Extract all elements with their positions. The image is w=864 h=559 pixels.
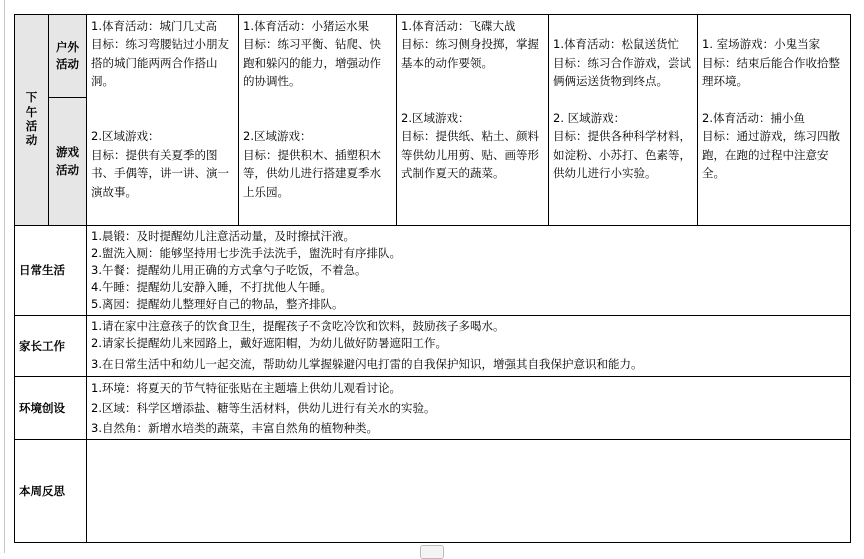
game-activity-label <box>49 98 87 226</box>
daily-life-label-text: 日常生活 <box>19 263 65 278</box>
environment-item: 3.自然角：新增水培类的蔬菜，丰富自然角的植物种类。 <box>91 421 378 435</box>
parent-work-label <box>15 316 87 377</box>
environment-content <box>87 377 851 440</box>
parent-work-item: 3.在日常生活中和幼儿一起交流，帮助幼儿掌握躲避闪电打雷的自我保护知识，增强其自我保护意识和能力。 <box>91 357 643 371</box>
afternoon-activity-label <box>15 15 49 226</box>
daily-life-item: 5.离园：提醒幼儿整理好自己的物品，整齐排队。 <box>91 297 344 311</box>
page-margin-line <box>4 0 5 553</box>
environment-item: 1.环境：将夏天的节气特征张贴在主题墙上供幼儿观看讨论。 <box>91 381 401 395</box>
day-4-afternoon-cell: 1.体育活动：松鼠送货忙 目标：练习合作游戏，尝试俩俩运送货物到终点。 2. 区域游戏： 目标：提供各种科学材料，如淀粉、小苏打、色素等，供幼儿进行小实验。 <box>549 15 698 226</box>
game-activity-label-text: 游戏活动 <box>56 145 79 177</box>
outdoor-activity-label <box>49 15 87 98</box>
day-1-afternoon-cell: 1.体育活动：城门几丈高 目标：练习弯腰钻过小朋友搭的城门能两两合作搭山洞。 2.区域游戏： 目标：提供有关夏季的图书、手偶等，讲一讲、演一演故事。 <box>87 15 239 226</box>
parent-work-item: 2.请家长提醒幼儿来园路上，戴好遮阳帽，为幼儿做好防暑遮阳工作。 <box>91 336 447 350</box>
daily-life-item: 1.晨锻：及时提醒幼儿注意活动量，及时擦拭汗液。 <box>91 229 355 243</box>
weekly-reflection-label-text: 本周反思 <box>19 483 65 498</box>
afternoon-activity-label-text: 下午活动 <box>25 90 38 148</box>
daily-life-item: 3.午餐：提醒幼儿用正确的方式拿勺子吃饭，不着急。 <box>91 263 367 277</box>
daily-life-content <box>87 226 851 316</box>
weekly-plan-table <box>14 14 851 543</box>
day-2-afternoon-cell: 1.体育活动：小猪运水果 目标：练习平衡、钻爬、快跑和躲闪的能力，增强动作的协调性。 2.区域游戏： 目标：提供积木、插塑积木等，供幼儿进行搭建夏季水上乐园。 <box>239 15 397 226</box>
environment-label <box>15 377 87 440</box>
environment-label-text: 环境创设 <box>19 400 65 415</box>
environment-item: 2.区域：科学区增添盐、糖等生活材料，供幼儿进行有关水的实验。 <box>91 401 436 415</box>
weekly-reflection-content[interactable] <box>87 440 851 543</box>
weekly-reflection-label <box>15 440 87 543</box>
page-navigation-control[interactable] <box>420 545 444 559</box>
parent-work-label-text: 家长工作 <box>19 338 65 353</box>
daily-life-item: 4.午睡：提醒幼儿安静入睡，不打扰他人午睡。 <box>91 280 332 294</box>
outdoor-activity-label-text: 户外活动 <box>56 39 79 71</box>
parent-work-content <box>87 316 851 377</box>
day-5-afternoon-cell: 1. 室场游戏：小鬼当家 目标：结束后能合作收拾整理环境。 2.体育活动：捕小鱼 目标：通过游戏，练习四散跑，在跑的过程中注意安全。 <box>698 15 851 226</box>
parent-work-item: 1.请在家中注意孩子的饮食卫生，提醒孩子不贪吃冷饮和饮料，鼓励孩子多喝水。 <box>91 319 505 333</box>
daily-life-item: 2.盥洗入厕：能够坚持用七步洗手法洗手，盥洗时有序排队。 <box>91 246 401 260</box>
day-3-afternoon-cell: 1.体育活动：飞碟大战 目标：练习侧身投掷，掌握基本的动作要领。 2.区域游戏： 目标：提供纸、粘土、颜料等供幼儿用剪、贴、画等形式制作夏天的蔬菜。 <box>397 15 549 226</box>
daily-life-label <box>15 226 87 316</box>
